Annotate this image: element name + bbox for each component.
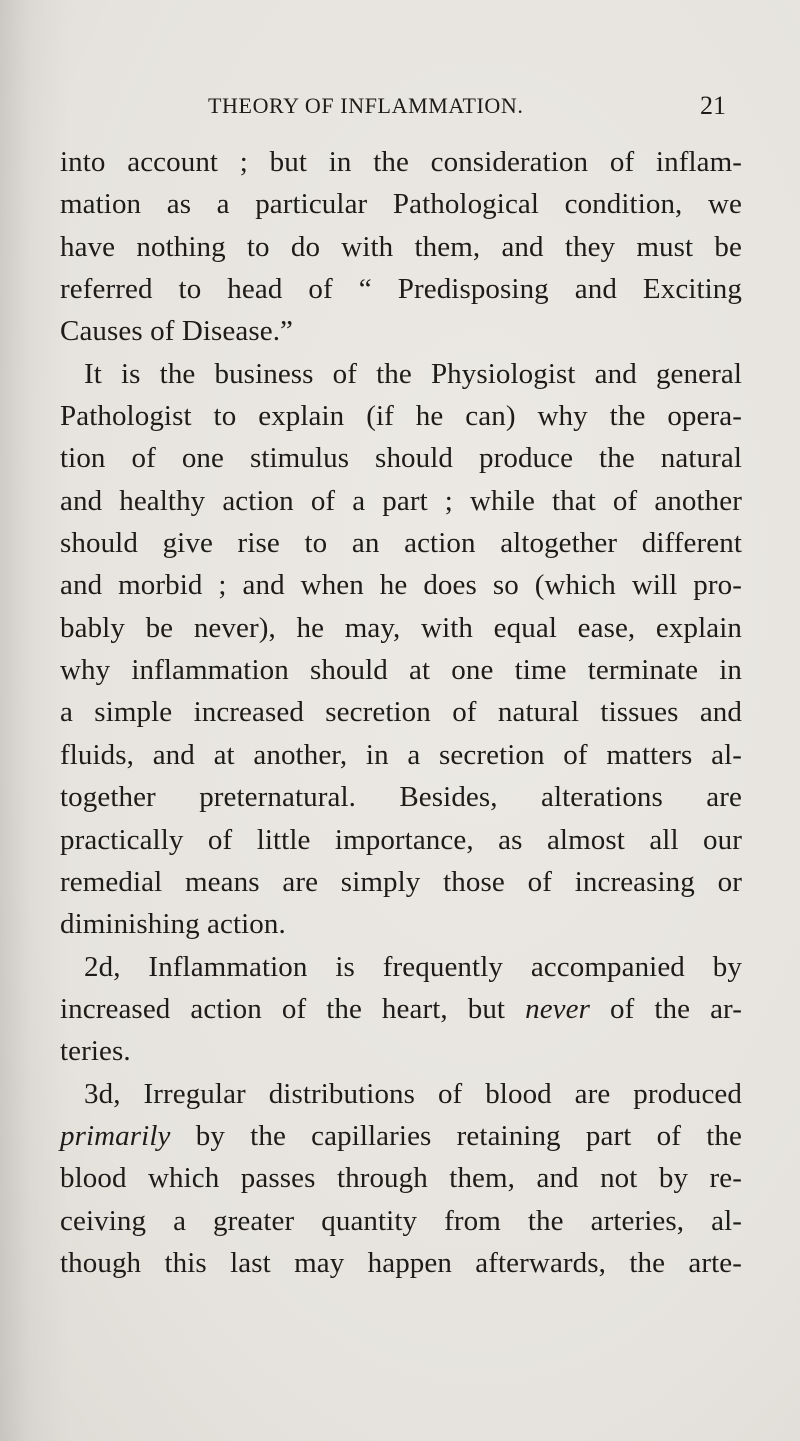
text-line: blood which passes through them, and not by re- xyxy=(60,1162,742,1195)
text-line: bably be never), he may, with equal ease, explain xyxy=(60,611,742,644)
text-line: tion of one stimulus should produce the natural xyxy=(60,442,742,475)
running-head xyxy=(0,86,800,126)
text-line: though this last may happen afterwards, the arte- xyxy=(60,1246,742,1279)
text-line: remedial means are simply those of increasing or xyxy=(60,865,742,898)
text-line: diminishing action. xyxy=(60,908,286,941)
text-line: why inflammation should at one time terminate in xyxy=(60,654,742,687)
text-line: ceiving a greater quantity from the arteries, al- xyxy=(60,1204,742,1237)
text-line: have nothing to do with them, and they must be xyxy=(60,230,742,263)
paragraph-start-line xyxy=(60,1073,742,1115)
text-line: should give rise to an action altogether different xyxy=(60,527,742,560)
emphasis-text: primarily xyxy=(60,1119,171,1152)
text-line: referred to head of “ Predisposing and Exciting xyxy=(60,273,742,306)
text-line: Pathologist to explain (if he can) why the opera- xyxy=(60,400,742,433)
page-number: 21 xyxy=(700,91,726,120)
text-line: and healthy action of a part ; while that of another xyxy=(60,484,742,517)
text-line: mation as a particular Pathological condition, we xyxy=(60,188,742,221)
running-head-title: THEORY OF INFLAMMATION. xyxy=(208,93,524,118)
text-line: practically of little importance, as almost all our xyxy=(60,823,742,856)
body-text xyxy=(60,141,742,1284)
text-line xyxy=(60,1115,742,1157)
line-text: by the capillaries retaining part of the xyxy=(170,1119,742,1152)
text-line: and morbid ; and when he does so (which will pro- xyxy=(60,569,742,602)
line-text: 2d, Inflammation is frequently accompanied by xyxy=(84,950,742,983)
paragraph-start-line xyxy=(60,946,742,988)
line-text: increased action of the heart, but xyxy=(60,992,526,1025)
line-text: 3d, Irregular distributions of blood are produced xyxy=(84,1077,742,1110)
text-line: a simple increased secretion of natural tissues and xyxy=(60,696,742,729)
text-line xyxy=(60,988,742,1030)
paragraph-start-line: It is the business of the Physiologist and general xyxy=(84,357,742,390)
text-line: fluids, and at another, in a secretion of matters al- xyxy=(60,738,742,771)
text-line: teries. xyxy=(60,1035,131,1068)
emphasis-text: never xyxy=(525,992,590,1025)
text-line: Causes of Disease.” xyxy=(60,315,294,348)
text-line: into account ; but in the consideration of inflam- xyxy=(60,146,742,178)
text-line: together preternatural. Besides, alterations are xyxy=(60,781,742,814)
line-text: of the ar- xyxy=(590,992,742,1025)
